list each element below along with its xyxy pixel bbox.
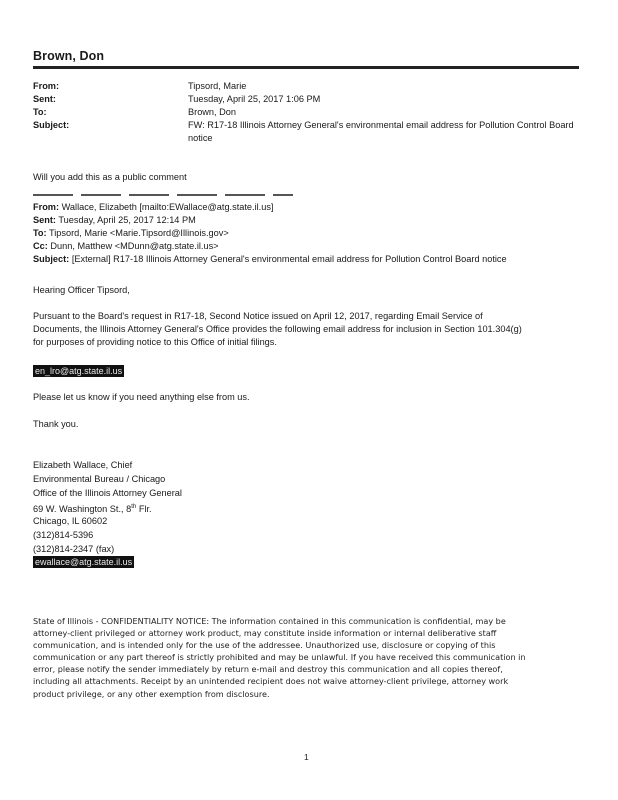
signature-street <box>33 501 152 516</box>
page-number: 1 <box>304 752 309 762</box>
forwarded-sent-label: Sent: <box>33 215 56 225</box>
signature-email-line <box>33 556 134 569</box>
confidentiality-line: error, please notify the sender immediately by return e-mail and destroy this communication and all copies thereof, <box>33 664 503 675</box>
forward-separator <box>33 194 293 196</box>
body-paragraph-line: Documents, the Illinois Attorney General's Office provides the following email address for inclusion in Section 101.304(g) <box>33 324 522 334</box>
signature-street-sup: th <box>131 504 137 510</box>
header-to-value: Brown, Don <box>188 107 237 117</box>
forwarded-sent-value: Tuesday, April 25, 2017 12:14 PM <box>58 215 196 225</box>
signature-office: Office of the Illinois Attorney General <box>33 488 182 498</box>
body-paragraph <box>33 310 522 349</box>
email-address-link[interactable]: en_lro@atg.state.il.us <box>35 366 123 376</box>
header-subject-value: FW: R17-18 Illinois Attorney General's environmental email address for Pollution Control Board notice <box>188 120 574 143</box>
forwarded-from-value[interactable]: Wallace, Elizabeth [mailto:EWallace@atg.state.il.us] <box>61 202 274 212</box>
signature-street-num: 8 <box>126 504 132 515</box>
forwarded-subject-label: Subject: <box>33 254 70 264</box>
confidentiality-notice <box>33 615 581 700</box>
forwarded-subject-value: [External] R17-18 Illinois Attorney General's environmental email address for Pollution Control Board notice <box>71 254 507 264</box>
confidentiality-line: communication or any part thereof is strictly prohibited and may be unlawful. If you have received this communication in <box>33 652 526 663</box>
body-paragraph-line: for purposes of providing notice to this Office of initial filings. <box>33 337 277 347</box>
header-from-label: From: <box>33 81 60 91</box>
signature-email-link[interactable]: ewallace@atg.state.il.us <box>35 557 133 567</box>
signature-name: Elizabeth Wallace, Chief <box>33 460 133 470</box>
header-sent-label: Sent: <box>33 94 56 104</box>
intro-text: Will you add this as a public comment <box>33 172 187 182</box>
header-subject-label: Subject: <box>33 120 70 130</box>
signature-fax: (312)814-2347 (fax) <box>33 544 115 554</box>
forwarded-to-value[interactable]: Tipsord, Marie <Marie.Tipsord@Illinois.gov> <box>49 228 229 238</box>
sender-name-heading: Brown, Don <box>33 49 105 63</box>
header-from-value: Tipsord, Marie <box>188 81 247 91</box>
forwarded-to <box>33 227 229 240</box>
forwarded-cc <box>33 240 219 253</box>
header-sent-value: Tuesday, April 25, 2017 1:06 PM <box>188 94 321 104</box>
signature-street-pre: 69 W. Washington St., <box>33 504 124 515</box>
signature-phone: (312)814-5396 <box>33 530 94 540</box>
forwarded-from-label: From: <box>33 202 60 212</box>
email-address-line <box>33 365 124 378</box>
forwarded-cc-value[interactable]: Dunn, Matthew <MDunn@atg.state.il.us> <box>50 241 219 251</box>
forwarded-sent <box>33 214 196 227</box>
body-paragraph-line: Pursuant to the Board's request in R17-18, Second Notice issued on April 12, 2017, regarding Email Service of <box>33 311 483 321</box>
confidentiality-line: communication, and is intended only for the use of the addressee. Unauthorized use, disclosure or copying of this <box>33 640 496 651</box>
header-to-label: To: <box>33 107 47 117</box>
forwarded-to-label: To: <box>33 228 47 238</box>
closing-request: Please let us know if you need anything else from us. <box>33 392 250 402</box>
forwarded-from <box>33 201 273 214</box>
signature-bureau: Environmental Bureau / Chicago <box>33 474 166 484</box>
confidentiality-line: product privilege, or any other exemption from disclosure. <box>33 688 270 699</box>
signature-street-post: Flr. <box>138 504 152 515</box>
confidentiality-line: State of Illinois - CONFIDENTIALITY NOTICE: The information contained in this communication is confidential, may be <box>33 616 506 626</box>
forwarded-subject <box>33 253 507 266</box>
confidentiality-line: including all attachments. Receipt by an unintended recipient does not waive attorney-client privilege, attorney work <box>33 676 509 687</box>
forwarded-cc-label: Cc: <box>33 241 48 251</box>
signature-city: Chicago, IL 60602 <box>33 516 108 526</box>
thanks: Thank you. <box>33 419 79 429</box>
header-divider <box>33 66 579 69</box>
confidentiality-line: attorney-client privileged or attorney work product, may constitute inside information or internal deliberative staff <box>33 628 497 639</box>
greeting: Hearing Officer Tipsord, <box>33 285 130 295</box>
